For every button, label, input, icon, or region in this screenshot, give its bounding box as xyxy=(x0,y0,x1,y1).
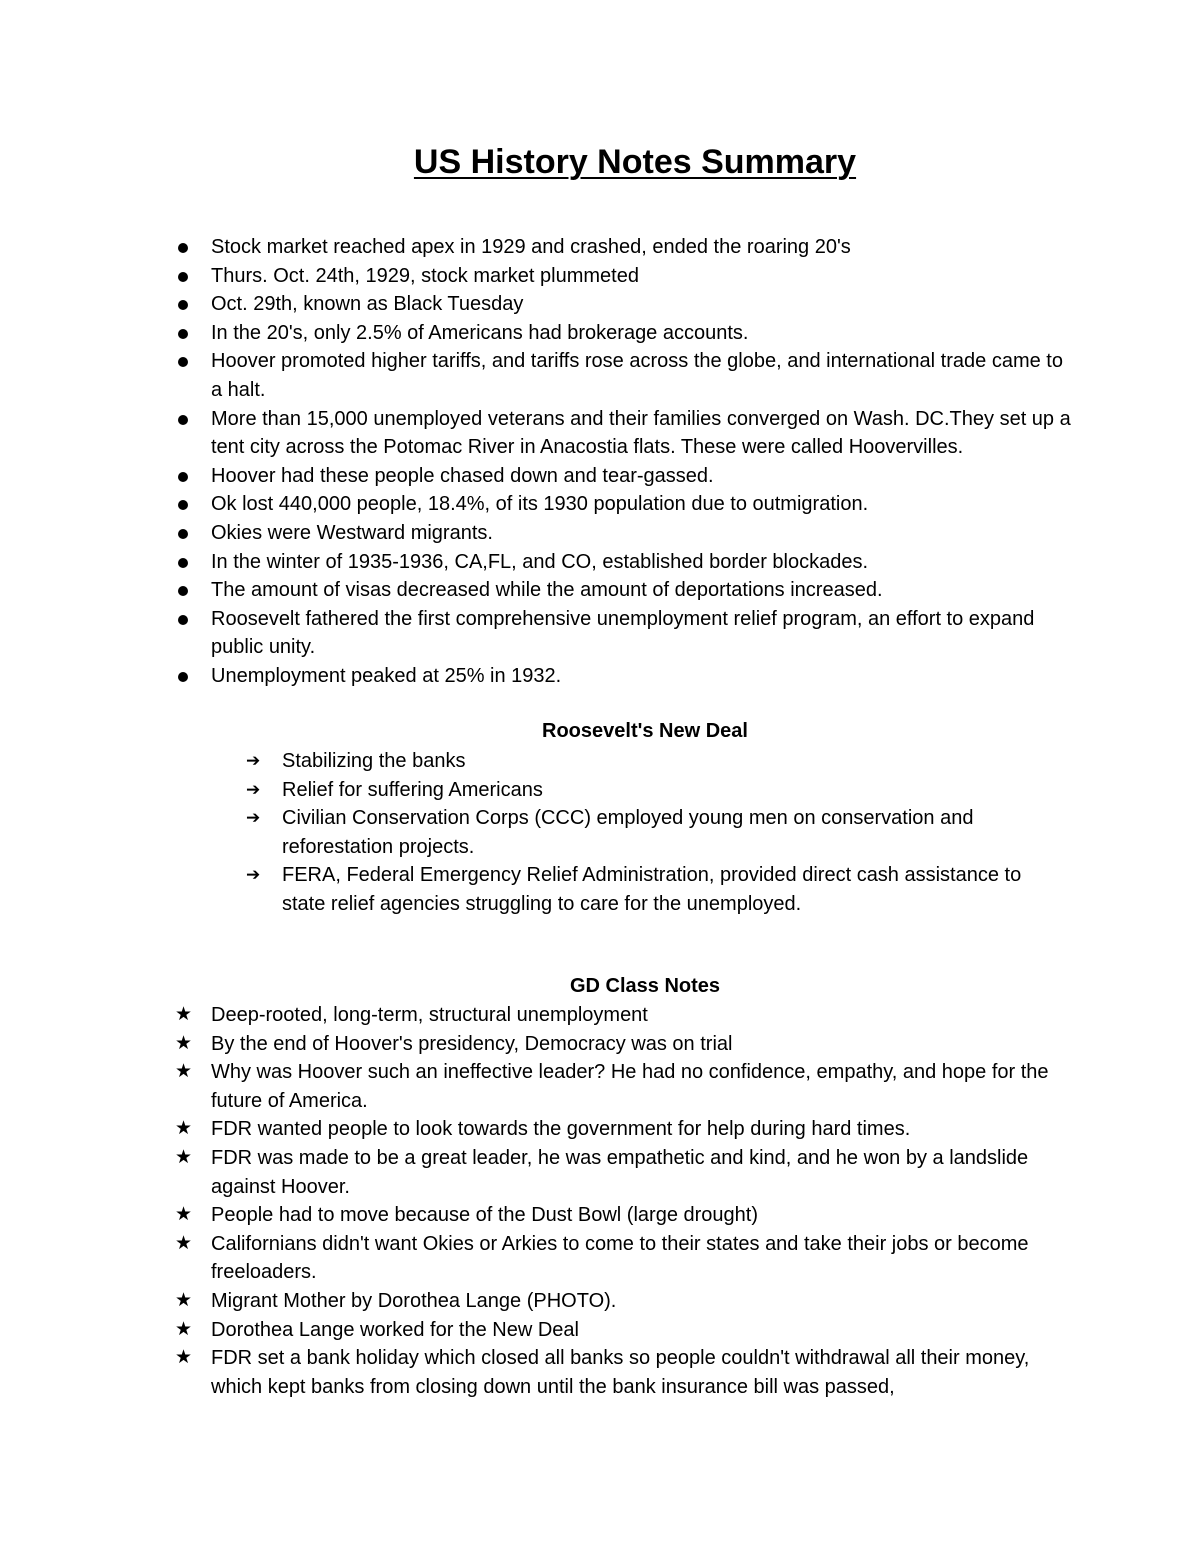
list-item-text: FDR set a bank holiday which closed all banks so people couldn't withdrawal all their money, which kept banks from closing down until the bank insurance bill was passed, xyxy=(211,1347,1030,1398)
list-item-text: Stock market reached apex in 1929 and crashed, ended the roaring 20's xyxy=(211,236,851,258)
summary-list xyxy=(0,233,1071,691)
bullet-icon xyxy=(178,529,188,539)
list-item-text: Stabilizing the banks xyxy=(282,750,466,772)
list-item-text: FERA, Federal Emergency Relief Administration, provided direct cash assistance to state relief agencies struggling to care for the unemployed. xyxy=(282,864,1022,915)
list-item xyxy=(0,262,1071,291)
arrow-icon: ➔ xyxy=(246,779,261,799)
list-item xyxy=(0,576,1071,605)
list-item-text: Californians didn't want Okies or Arkies to come to their states and take their jobs or become freeloaders. xyxy=(211,1232,1029,1284)
list-item-text: People had to move because of the Dust Bowl (large drought) xyxy=(211,1204,758,1227)
list-item-text: Roosevelt fathered the first comprehensive unemployment relief program, an effort to expand public unity. xyxy=(211,607,1035,659)
bullet-icon xyxy=(178,558,188,568)
list-item-text: The amount of visas decreased while the amount of deportations increased. xyxy=(211,579,883,602)
list-item xyxy=(0,548,1071,577)
bullet-icon xyxy=(178,300,188,310)
star-icon: ★ xyxy=(175,1118,193,1140)
star-icon: ★ xyxy=(175,1061,193,1083)
list-item xyxy=(0,861,1062,918)
star-icon: ★ xyxy=(175,1204,193,1226)
list-item-text: Unemployment peaked at 25% in 1932. xyxy=(211,664,562,687)
list-item-text: Ok lost 440,000 people, 18.4%, of its 1930 population due to outmigration. xyxy=(211,493,869,516)
list-item xyxy=(0,747,1062,776)
list-item-text: Relief for suffering Americans xyxy=(282,778,543,801)
list-item xyxy=(0,662,1071,691)
list-item-text: FDR wanted people to look towards the government for help during hard times. xyxy=(211,1118,911,1141)
list-item xyxy=(0,1201,1061,1230)
page-title: US History Notes Summary xyxy=(413,143,857,181)
list-item xyxy=(0,319,1071,348)
list-item-text: In the 20's, only 2.5% of Americans had brokerage accounts. xyxy=(211,321,749,344)
bullet-icon xyxy=(178,272,188,282)
list-item xyxy=(0,490,1071,519)
class-notes-list xyxy=(0,1001,1061,1401)
list-item xyxy=(0,804,1062,861)
list-item xyxy=(0,290,1071,319)
bullet-icon xyxy=(178,672,188,682)
list-item xyxy=(0,1115,1061,1144)
list-item-text: Hoover had these people chased down and tear-gassed. xyxy=(211,464,714,487)
list-item xyxy=(0,347,1071,404)
star-icon: ★ xyxy=(175,1347,193,1369)
bullet-icon xyxy=(178,472,188,482)
star-icon: ★ xyxy=(175,1032,193,1054)
new-deal-heading: Roosevelt's New Deal xyxy=(542,720,748,742)
list-item-text: By the end of Hoover's presidency, Democracy was on trial xyxy=(211,1032,733,1055)
star-icon: ★ xyxy=(175,1289,193,1311)
bullet-icon xyxy=(178,500,188,510)
arrow-icon: ➔ xyxy=(246,808,261,828)
list-item-text: Migrant Mother by Dorothea Lange (PHOTO). xyxy=(211,1289,617,1312)
bullet-icon xyxy=(178,615,188,625)
new-deal-list xyxy=(0,747,1062,919)
list-item-text: FDR was made to be a great leader, he was empathetic and kind, and he won by a landslide against Hoover. xyxy=(211,1146,1029,1198)
list-item-text: Thurs. Oct. 24th, 1929, stock market plummeted xyxy=(211,264,639,287)
list-item xyxy=(0,1316,1061,1345)
list-item xyxy=(0,1344,1061,1401)
list-item-text: Deep-rooted, long-term, structural unemployment xyxy=(211,1004,648,1026)
bullet-icon xyxy=(178,586,188,596)
list-item xyxy=(0,405,1071,462)
class-notes-heading: GD Class Notes xyxy=(569,975,721,997)
list-item xyxy=(0,462,1071,491)
bullet-icon xyxy=(178,329,188,339)
list-item-text: Why was Hoover such an ineffective leader? He had no confidence, empathy, and hope for the future of America. xyxy=(211,1061,1049,1112)
list-item xyxy=(0,233,1071,262)
list-item-text: In the winter of 1935-1936, CA,FL, and CO, established border blockades. xyxy=(211,550,869,573)
list-item xyxy=(0,605,1071,662)
bullet-icon xyxy=(178,357,188,367)
list-item xyxy=(0,1230,1061,1287)
bullet-icon xyxy=(178,415,188,425)
list-item-text: More than 15,000 unemployed veterans and their families converged on Wash. DC.They set up a tent city across the Potomac River in Anacostia flats. These were called Hoovervilles. xyxy=(211,407,1071,459)
list-item-text: Oct. 29th, known as Black Tuesday xyxy=(211,293,524,316)
list-item xyxy=(0,1287,1061,1316)
star-icon: ★ xyxy=(175,1318,193,1340)
list-item xyxy=(0,1030,1061,1059)
list-item-text: Hoover promoted higher tariffs, and tariffs rose across the globe, and international trade came to a halt. xyxy=(211,350,1063,401)
bullet-icon xyxy=(178,243,188,253)
arrow-icon: ➔ xyxy=(246,865,261,885)
list-item xyxy=(0,1001,1061,1030)
list-item-text: Okies were Westward migrants. xyxy=(211,521,493,544)
list-item-text: Dorothea Lange worked for the New Deal xyxy=(211,1318,579,1341)
list-item xyxy=(0,776,1062,805)
star-icon: ★ xyxy=(175,1146,193,1168)
list-item-text: Civilian Conservation Corps (CCC) employed young men on conservation and reforestation projects. xyxy=(282,807,974,858)
list-item xyxy=(0,1058,1061,1115)
list-item xyxy=(0,519,1071,548)
star-icon: ★ xyxy=(175,1232,193,1254)
arrow-icon: ➔ xyxy=(246,751,261,770)
star-icon: ★ xyxy=(175,1004,193,1025)
list-item xyxy=(0,1144,1061,1201)
